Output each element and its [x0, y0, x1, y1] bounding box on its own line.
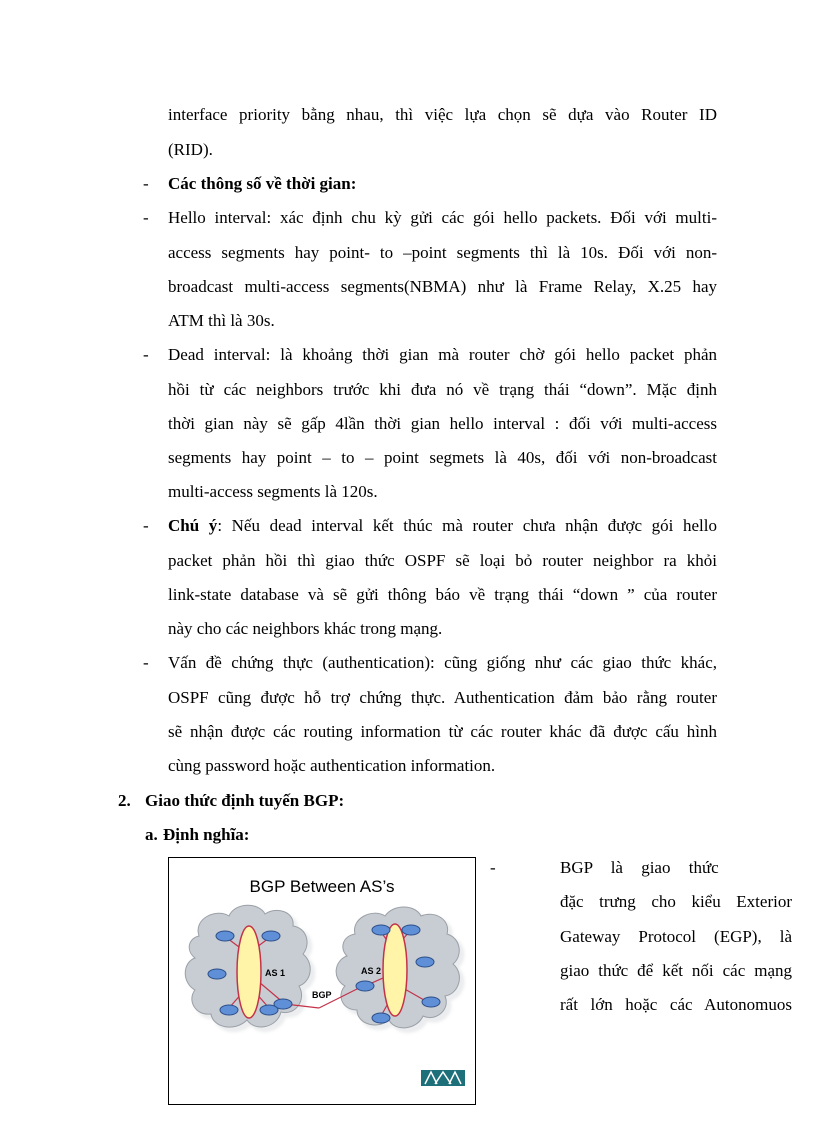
bullet-dash: - — [143, 174, 149, 193]
bgp-diagram — [168, 857, 476, 1105]
note-text-1: : Nếu dead interval kết thúc mà router chưa nhận được gói hello — [217, 516, 717, 535]
bullet-dash: - — [143, 345, 149, 364]
dead-line-3: thời gian này sẽ gấp 4lần thời gian hello interval : đối với multi-access — [168, 414, 717, 433]
timing-heading: Các thông số về thời gian: — [168, 174, 357, 193]
as1-label: AS 1 — [265, 968, 286, 978]
bullet-dash: - — [143, 208, 149, 227]
dead-line-5: multi-access segments là 120s. — [168, 482, 378, 501]
auth-line-2: OSPF cũng được hỗ trợ chứng thực. Authentication đảm bảo rằng router — [168, 688, 717, 707]
subsection-title: Định nghĩa: — [163, 825, 250, 844]
bgp-link-label: BGP — [312, 990, 332, 1000]
note-line-4: này cho các neighbors khác trong mạng. — [168, 619, 443, 638]
bullet-dash: - — [143, 653, 149, 672]
note-line-2: packet phản hồi thì giao thức OSPF sẽ loại bỏ router neighbor ra khỏi — [168, 551, 717, 570]
definition-line-1: BGP là giao thức — [560, 858, 719, 877]
section-title: Giao thức định tuyến BGP: — [145, 791, 345, 810]
hello-line-3: broadcast multi-access segments(NBMA) như là Frame Relay, X.25 hay — [168, 277, 717, 296]
hello-line-1: Hello interval: xác định chu kỳ gửi các gói hello packets. Đối với multi- — [168, 208, 717, 227]
figure-title: BGP Between AS’s — [249, 877, 395, 896]
as2-label: AS 2 — [361, 966, 382, 976]
note-label: Chú ý — [168, 516, 218, 535]
definition-line-5: rất lớn hoặc các Autonomuos — [560, 995, 792, 1014]
dead-line-1: Dead interval: là khoảng thời gian mà router chờ gói hello packet phản — [168, 345, 717, 364]
note-line-3: link-state database và sẽ gửi thông báo về trạng thái “down ” của router — [168, 585, 717, 604]
hello-line-4: ATM thì là 30s. — [168, 311, 275, 330]
bullet-dash: - — [143, 516, 149, 535]
section-number: 2. — [118, 791, 131, 810]
auth-line-1: Vấn đề chứng thực (authentication): cũng giống như các giao thức khác, — [168, 653, 717, 672]
as2-backbone — [383, 924, 407, 1016]
intro-line-2: (RID). — [168, 140, 213, 159]
subsection-label: a. — [145, 825, 158, 844]
vendor-logo — [421, 1070, 465, 1086]
bullet-dash: - — [490, 858, 496, 877]
hello-line-2: access segments hay point- to –point segments thì là 10s. Đối với non- — [168, 243, 717, 262]
dead-line-4: segments hay point – to – point segmets là 40s, đối với non-broadcast — [168, 448, 717, 467]
auth-line-4: cùng password hoặc authentication information. — [168, 756, 496, 775]
bgp-diagram-svg — [169, 858, 475, 1104]
definition-line-4: giao thức để kết nối các mạng — [560, 961, 792, 980]
dead-line-2: hồi từ các neighbors trước khi đưa nó về trạng thái “down”. Mặc định — [168, 380, 717, 399]
auth-line-3: sẽ nhận được các routing information từ các router khác đã được cấu hình — [168, 722, 717, 741]
definition-line-3: Gateway Protocol (EGP), là — [560, 927, 792, 946]
intro-line-1: interface priority bằng nhau, thì việc lựa chọn sẽ dựa vào Router ID — [168, 105, 717, 124]
note-line-1 — [168, 516, 717, 536]
definition-line-2: đặc trưng cho kiểu Exterior — [560, 892, 792, 911]
as1-backbone — [237, 926, 261, 1018]
